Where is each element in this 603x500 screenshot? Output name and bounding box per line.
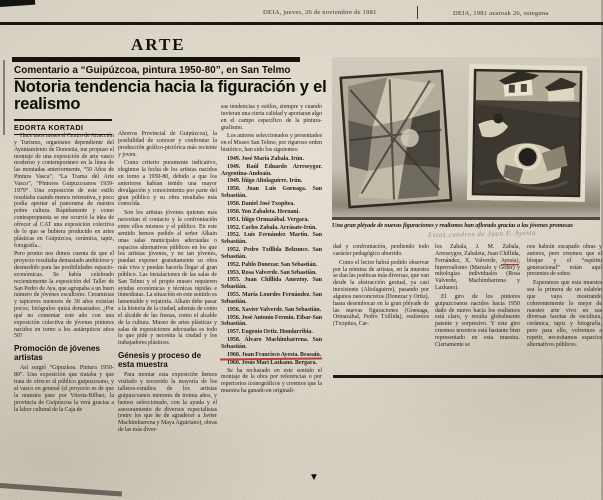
handwritten-note: Estos cuadros de Juan F. Ayesta [427, 228, 537, 240]
artist-entry: 1950. Yon Zabaleta. Hernani. [227, 208, 300, 215]
artist-entry: 1950. Juan Luis Goenaga. San Sebastián. [221, 186, 322, 200]
red-marked-name: Ayesta) [500, 257, 519, 264]
paragraph [435, 244, 520, 292]
scan-corner-mark [0, 0, 35, 7]
artist-entry: 1958. Álvaro Machimbarrena. San Sebastián. [221, 337, 322, 350]
text-run: , hiperrealismo (Marzalo y Gofer) y mitologías individuales (Rosa Valverde, Machimbarrena y Lazkano). [435, 257, 520, 292]
exhibition-photo [332, 57, 600, 220]
headline: Notoria tendencia hacia la figuración y el realismo [14, 78, 327, 114]
artist-entry: 1952. Pedro Txillida Belzunce. San Sebastián. [221, 247, 322, 260]
artist-entry: 1950. Daniel José Txopitea. [227, 200, 295, 207]
paragraph: Como criterio puramente indicativo, elegimos la fecha de los artistas nacidos en torno a 1950-80, debido a que los anteriores habían tenido una mayor divulgación y conocimiento por parte del gran público y su obra resultaba más conocida. [118, 160, 217, 208]
column-6 [527, 244, 602, 351]
paragraph: El giro de los pintores guipuzcoanos nacidos hacia 1950 dado de nuevo hacia los realismos está claro, y resulta globalmente patente y sorpresivo. Y este giro creemos nosotros está bastante bien representado en esta muestra. Ciertamente se [435, 293, 520, 348]
section-title: ARTE [131, 35, 186, 54]
kicker [14, 65, 344, 76]
artist-entry: 1955. Juan Chillida Ameztoy. San Sebastián. [221, 277, 322, 291]
paragraph: Como el lector habrá podido observar por la nómina de artistas, en la muestra se dan las poéticas más diversas, que van desde la abstracción gestual, ya casi inexistente (Altolaguirre), pasando por algunos neoconcretos (Donezar y Ortiz), hasta desembocar en la gran pléyade de las nuevas figuraciones (Goenaga, Ormazábal, Pedro Txillida), realismos (Txopitea, Car- [333, 259, 429, 328]
header-divider [417, 6, 418, 19]
column-2 [118, 131, 217, 436]
artist-entry: 1960. Juan Francisco Ayesta. Beasain. [221, 352, 322, 359]
paragraph: Pero pronto nos dimos cuenta de que el proyecto resultaba demasiado ambicioso y desmedido para las posibilidades espacio-económicas. Se había celebrado recientemente la exposición del Taller de San Pedro de Aya, que agrupaba a un buen número de jóvenes escultores. Ceramistas y tapiceros menores de 30 años existían pocos; fotógrafos quizá demasiados. ¿Por qué no comentar este año con una exposición colectiva de jóvenes pintores nacidos en torno a los autárquicos años 50? [14, 251, 114, 340]
artist-entry: 1956. Xavier Valverde. San Sebastián. [227, 306, 322, 313]
paragraph: Así surgió “Gipuzkoa. Pintura 1950-80”. Una exposición que trataba y que trata de ofrecer al público guipuzcoano, y al vasco en general (el proyecto es de que la muestra pase por Vitoria-Bilbao; la provincia de Guipúzcoa la verá gracias a la labor cultural de la Caja de [14, 365, 114, 413]
subhead-genesis: Génesis y proceso de esta muestra [118, 351, 202, 370]
column-3 [221, 104, 322, 397]
paragraph: dad y confrontación, perdiendo todo carácter pedagógico aburrido. [333, 244, 429, 257]
paragraph: Para montar esta exposición hemos visitado y recorrido la mayoría de los talleres-estudios de los artistas guipuzcoanos menores de treinta años, y hemos seleccionado, con la ayuda y el asesoramiento de diversos especialistas (entre los que he de agradecer a Javier Machimbarrena y Maya Aguiriano), obras de las más diver- [118, 372, 217, 434]
paragraph: Ahorros Provincial de Guipúzcoa), la posibilidad de conocer y confrontar la producción gráfico-pictórica más reciente y joven. [118, 131, 217, 158]
artist-entry: 1949. José María Zabala. Irún. [227, 155, 304, 162]
artist-entry: 1953. Rosa Valverde. San Sebastián. [227, 269, 317, 276]
artist-entry: 1952. Luis Fernández Martín. San Sebastián. [221, 232, 322, 246]
article-end-rule [333, 375, 603, 378]
column-4 [333, 244, 429, 330]
header-date-spanish: DEIA, jueves, 26 de noviembre de 1981 [263, 9, 377, 16]
scan-left-edge [3, 60, 5, 135]
paragraph: nos habrán escapado obras y autores, pero creemos que el bloque y el “espíritu generacional” están aquí presentes de sobra. [527, 244, 602, 278]
kicker-text: Comentario a “Guipúzcoa, pintura 1950-80”, en San Telmo [14, 65, 291, 79]
column-5 [435, 244, 520, 351]
printer-mark: ▼ [309, 472, 319, 483]
header-date-basque: DEIA, 1981 azaroak 26, osteguna [453, 10, 549, 17]
artist-entry: 1955. María Lourdes Fernández. San Sebastián. [221, 292, 322, 305]
artist-entry: 1957. Eugenio Ortiz. Hondarribia. [227, 329, 313, 336]
paragraph: Hace unos meses el Centro de Atracción y Turismo, organismo dependiente del Ayuntamiento de Donostia, me propuso el montaje de una exposición de arte vasco moderno y contemporáneo en la línea de las montadas anteriormente, “50 Años de Pintura Vasca”, “La Trama del Arte Vasco”, “Pintores Guipuzcoanos 1939-1979”. Una exposición de este estilo resultaba cuando menos reiterativa, y poco podía aportar al panorama de nuestra pobre cultura. Rápidamente y como contrapropuesta se me ocurrió la idea de ofrecer al CAT una exposición colectiva de lo que se hubiera producido en artes plásticas en Guipúzcoa, cerámica, tapiz, fotografía... [14, 133, 114, 249]
text-run: los Zabala, J. M. Zabala, Arreseygor, Zabaleta, Juan Chillida, Fernández, X. Valverde, [435, 244, 520, 264]
artist-entry: 1949. Íñigo Altolaguirre. Irún. [227, 178, 303, 185]
header-rule [0, 22, 603, 25]
artist-entry: 1952. Carlos Zabala. Arrásate-Irún. [227, 224, 317, 231]
artist-entry: 1952. Pablo Donezar. San Sebastián. [227, 261, 318, 268]
artist-entry: 1951. Íñigo Ormazábal. Vergara. [227, 216, 309, 223]
section-underline-bar [12, 57, 300, 62]
column-1 [14, 133, 114, 415]
byline: EDORTA KORTADI [14, 119, 112, 135]
artist-list [221, 156, 322, 367]
photo-caption: Una gran pléyade de nuevas figuraciones y realismos han aflorado gracias a las jóvenes promesas [332, 222, 573, 229]
paragraph: Son los artistas jóvenes quienes más necesitan el contacto y la confrontación entre ellos mismos y el público. En este sentido hemos pedido al señor Alkain unas salas municipales adecuadas o espacios alternativos públicos en los que los artistas jóvenes, y no tan jóvenes, puedan exponer gratuitamente su obra más viva y puedan hacerla llegar al gran público. Las instalaciones de las salas de San Telmo y el propio museo requieren ayudas económicas y técnicas rápidas e inmediatas. La situación en este sentido es lamentable y vejatoria. Alkain debe pasar a la historia de la ciudad, además de como el alcalde de las fiestas, como el alcalde de la cultura. Museo de artes plásticas y salas de exposiciones adecuadas es todo lo que pide y necesita la ciudad y los trabajadores plásticos. [118, 210, 217, 347]
artist-entry: 1956. José Antonio Fermín. Eibar-San Sebastián. [221, 314, 322, 328]
paragraph: Esperamos que esta muestra sea la primera de un eslabón que vaya mostrando coherentemente lo mejor de nuestro arte vivo en sus diversas facetas de escultura, cerámica, tapiz y fotografía, pero para ello, volvemos a repetir, necesitamos espacios alternativos públicos. [527, 280, 602, 348]
painting-abstract [339, 70, 452, 214]
subhead-promocion: Promoción de jóvenes artistas [14, 344, 100, 363]
paragraph: sas tendencias y estilos, siempre y cuando tuvieran una cierta calidad y aportaran algo en el campo específico de la pintura-grafismo. [221, 104, 322, 131]
scan-bottom-scratch [0, 482, 122, 496]
paragraph: Los autores seleccionados y presentados en el Museo San Telmo, por riguroso orden histórico, han sido los siguientes: [221, 133, 322, 154]
painting-figurative [467, 64, 587, 207]
paragraph: Se ha rechazado en este sentido el montaje de la obra por referencias o por repertorios iconográficos y creemos que la muestra ha ganado en originali- [221, 367, 322, 395]
artist-entry: 1949. Raúl Eduardo Arreseygor. Argentina-Andoain. [221, 163, 322, 177]
artist-entry: 1960. Jesús Mari Lazkano. Bergara. [227, 359, 318, 366]
